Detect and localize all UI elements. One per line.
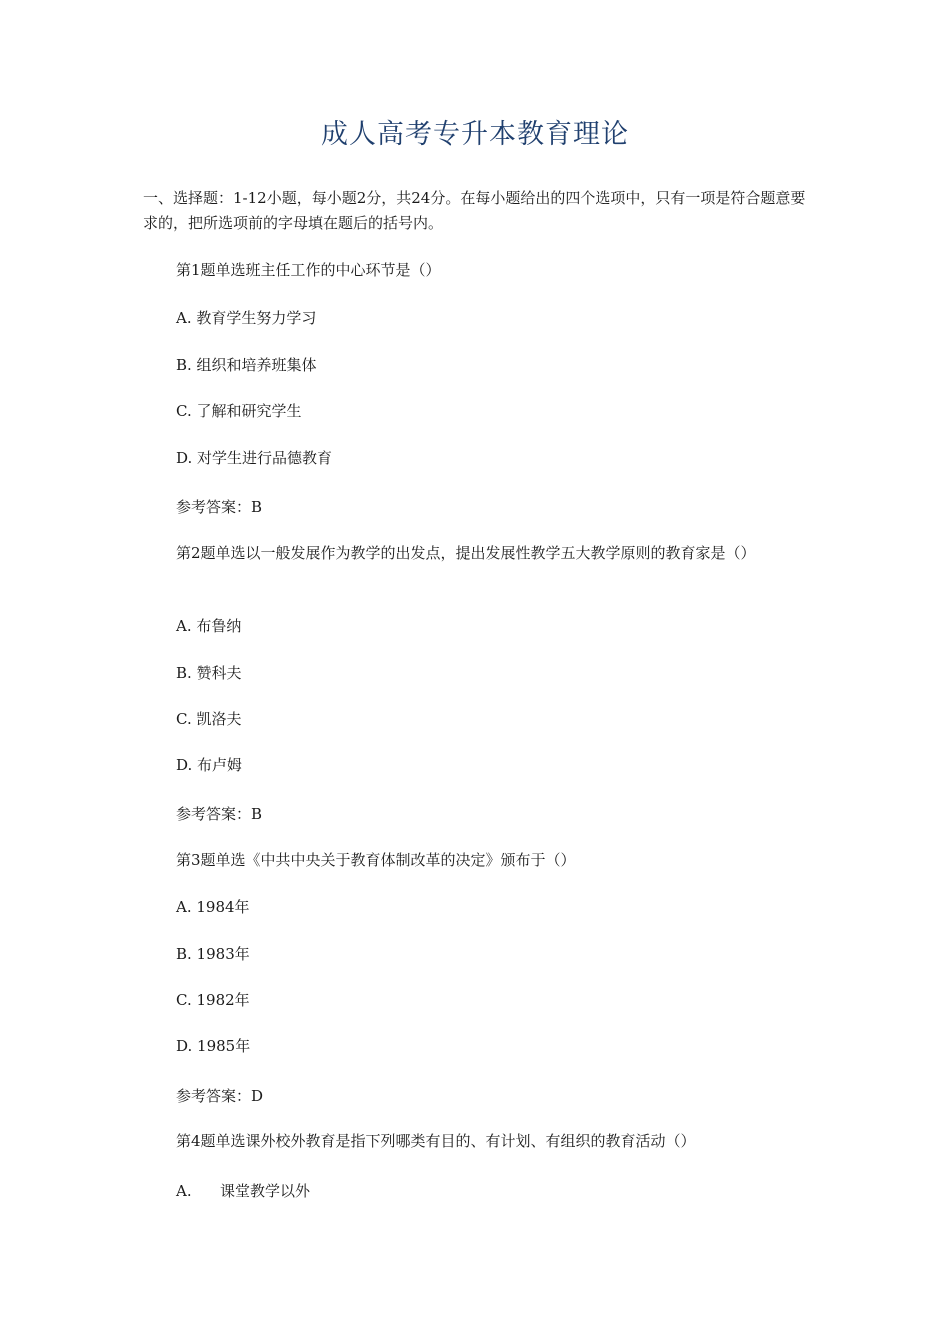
question-1-option-a: A. 教育学生努力学习 (176, 309, 317, 327)
question-1-option-c: C. 了解和研究学生 (176, 402, 302, 420)
question-4-option-a (176, 1180, 310, 1202)
question-2-stem: 第2题单选以一般发展作为教学的出发点，提出发展性教学五大教学原则的教育家是（） (176, 544, 756, 562)
question-3-option-b: B. 1983年 (176, 945, 250, 963)
option-text: 课堂教学以外 (220, 1182, 311, 1200)
question-3-option-d: D. 1985年 (176, 1037, 251, 1055)
document-title: 成人高考专升本教育理论 (321, 119, 629, 150)
question-3-stem: 第3题单选《中共中央关于教育体制改革的决定》颁布于（） (176, 851, 576, 869)
option-letter: A. (176, 1182, 192, 1200)
question-3-option-a: A. 1984年 (176, 898, 250, 916)
section-intro: 一、选择题：1-12小题，每小题2分，共24分。在每小题给出的四个选项中，只有一项是符合题意要求的，把所选项前的字母填在题后的括号内。 (143, 189, 806, 232)
question-2-option-a: A. 布鲁纳 (176, 617, 242, 635)
question-1-option-d: D. 对学生进行品德教育 (176, 449, 333, 467)
question-2-option-d: D. 布卢姆 (176, 756, 243, 774)
question-1-answer: 参考答案：B (176, 498, 263, 516)
question-1-option-b: B. 组织和培养班集体 (176, 356, 317, 374)
question-2-option-c: C. 凯洛夫 (176, 710, 242, 728)
question-2-answer: 参考答案：B (176, 805, 263, 823)
question-3-answer: 参考答案：D (176, 1087, 264, 1105)
question-2-option-b: B. 赞科夫 (176, 664, 242, 682)
question-4-stem: 第4题单选课外校外教育是指下列哪类有目的、有计划、有组织的教育活动（） (176, 1132, 696, 1150)
question-3-option-c: C. 1982年 (176, 991, 250, 1009)
question-1-stem: 第1题单选班主任工作的中心环节是（） (176, 261, 441, 279)
